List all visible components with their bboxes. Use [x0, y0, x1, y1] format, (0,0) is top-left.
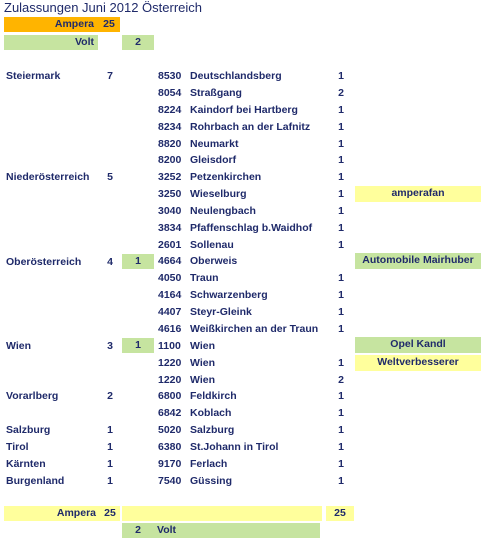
town-plz: 7540 [158, 475, 182, 487]
town-count: 1 [338, 306, 344, 318]
town-name: Wieselburg [190, 188, 247, 200]
state-count: 1 [107, 424, 113, 436]
town-name: Koblach [190, 407, 232, 419]
note-kandl: Opel Kandl [355, 337, 481, 353]
town-name: Ferlach [190, 458, 228, 470]
town-plz: 6842 [158, 407, 182, 419]
town-count: 1 [338, 424, 344, 436]
header-ampera-count: 25 [98, 17, 120, 32]
town-plz: 3252 [158, 171, 182, 183]
town-count: 1 [338, 121, 344, 133]
town-name: Gleisdorf [190, 154, 237, 166]
town-name: Sollenau [190, 239, 234, 251]
town-count: 2 [338, 374, 344, 386]
state-count: 5 [107, 171, 113, 183]
state-count: 3 [107, 340, 113, 352]
town-name: Deutschlandsberg [190, 70, 282, 82]
town-name: Rohrbach an der Lafnitz [190, 121, 311, 133]
town-count: 1 [338, 154, 344, 166]
town-count: 1 [338, 441, 344, 453]
town-plz: 8820 [158, 138, 182, 150]
town-plz: 8530 [158, 70, 182, 82]
town-plz: 1100 [158, 340, 181, 352]
state-name: Wien [6, 340, 31, 352]
town-count: 1 [338, 407, 344, 419]
town-count: 1 [338, 323, 344, 335]
town-count: 1 [338, 171, 344, 183]
footer-volt-label: Volt [154, 523, 320, 538]
town-plz: 9170 [158, 458, 182, 470]
state-volt-count: 1 [122, 338, 154, 353]
state-name: Salzburg [6, 424, 51, 436]
town-count: 1 [338, 289, 344, 301]
town-name: Wien [190, 374, 215, 386]
town-count: 1 [338, 357, 344, 369]
town-plz: 4050 [158, 272, 182, 284]
note-mairhuber: Automobile Mairhuber [355, 253, 481, 269]
town-name: Straßgang [190, 87, 242, 99]
town-name: Weißkirchen an der Traun [190, 323, 319, 335]
town-plz: 8224 [158, 104, 182, 116]
town-name: Traun [190, 272, 219, 284]
state-name: Oberösterreich [6, 256, 82, 268]
state-name: Niederösterreich [6, 171, 90, 183]
town-plz: 6800 [158, 390, 182, 402]
state-count: 1 [107, 475, 113, 487]
town-plz: 2601 [158, 239, 182, 251]
footer-ampera-count: 25 [100, 506, 120, 521]
town-count: 1 [338, 205, 344, 217]
state-count: 1 [107, 441, 113, 453]
page-title: Zulassungen Juni 2012 Österreich [4, 0, 203, 15]
town-count: 1 [338, 70, 344, 82]
town-plz: 6380 [158, 441, 182, 453]
state-count: 2 [107, 390, 113, 402]
footer-volt-count: 2 [122, 523, 154, 538]
state-volt-count: 1 [122, 254, 154, 269]
footer-ampera-bar [122, 506, 322, 521]
state-name: Vorarlberg [6, 390, 59, 402]
town-plz: 8234 [158, 121, 182, 133]
town-plz: 8200 [158, 154, 182, 166]
town-name: Wien [190, 357, 215, 369]
town-count: 1 [338, 390, 344, 402]
footer-ampera-label: Ampera [4, 506, 100, 521]
town-plz: 5020 [158, 424, 182, 436]
header-volt-label: Volt [4, 35, 98, 50]
town-plz: 3040 [158, 205, 182, 217]
note-amperafan: amperafan [355, 186, 481, 202]
footer-ampera-total: 25 [326, 506, 354, 521]
header-ampera-label: Ampera [4, 17, 98, 32]
header-volt-count: 2 [122, 35, 154, 50]
town-name: Neumarkt [190, 138, 239, 150]
town-name: Kaindorf bei Hartberg [190, 104, 298, 116]
town-plz: 4407 [158, 306, 182, 318]
town-plz: 3834 [158, 222, 182, 234]
town-name: Schwarzenberg [190, 289, 268, 301]
state-name: Tirol [6, 441, 29, 453]
town-plz: 3250 [158, 188, 182, 200]
town-name: Feldkirch [190, 390, 237, 402]
town-plz: 1220 [158, 374, 182, 386]
state-count: 1 [107, 458, 113, 470]
town-name: Salzburg [190, 424, 235, 436]
town-name: St.Johann in Tirol [190, 441, 279, 453]
town-count: 1 [338, 239, 344, 251]
town-count: 1 [338, 222, 344, 234]
town-count: 1 [338, 188, 344, 200]
state-count: 4 [107, 256, 113, 268]
town-name: Steyr-Gleink [190, 306, 252, 318]
town-plz: 8054 [158, 87, 182, 99]
town-name: Petzenkirchen [190, 171, 262, 183]
town-plz: 4664 [158, 255, 182, 267]
town-count: 2 [338, 87, 344, 99]
town-plz: 4164 [158, 289, 182, 301]
state-name: Kärnten [6, 458, 46, 470]
town-count: 1 [338, 272, 344, 284]
state-name: Steiermark [6, 70, 61, 82]
town-plz: 1220 [158, 357, 182, 369]
town-name: Wien [190, 340, 215, 352]
town-name: Pfaffenschlag b.Waidhof [190, 222, 313, 234]
town-count: 1 [338, 475, 344, 487]
town-name: Neulengbach [190, 205, 256, 217]
town-name: Oberweis [190, 255, 238, 267]
town-plz: 4616 [158, 323, 182, 335]
state-count: 7 [107, 70, 113, 82]
town-count: 1 [338, 458, 344, 470]
town-count: 1 [338, 138, 344, 150]
state-name: Burgenland [6, 475, 65, 487]
town-count: 1 [338, 104, 344, 116]
town-name: Güssing [190, 475, 233, 487]
note-weltverbesserer: Weltverbesserer [355, 355, 481, 371]
